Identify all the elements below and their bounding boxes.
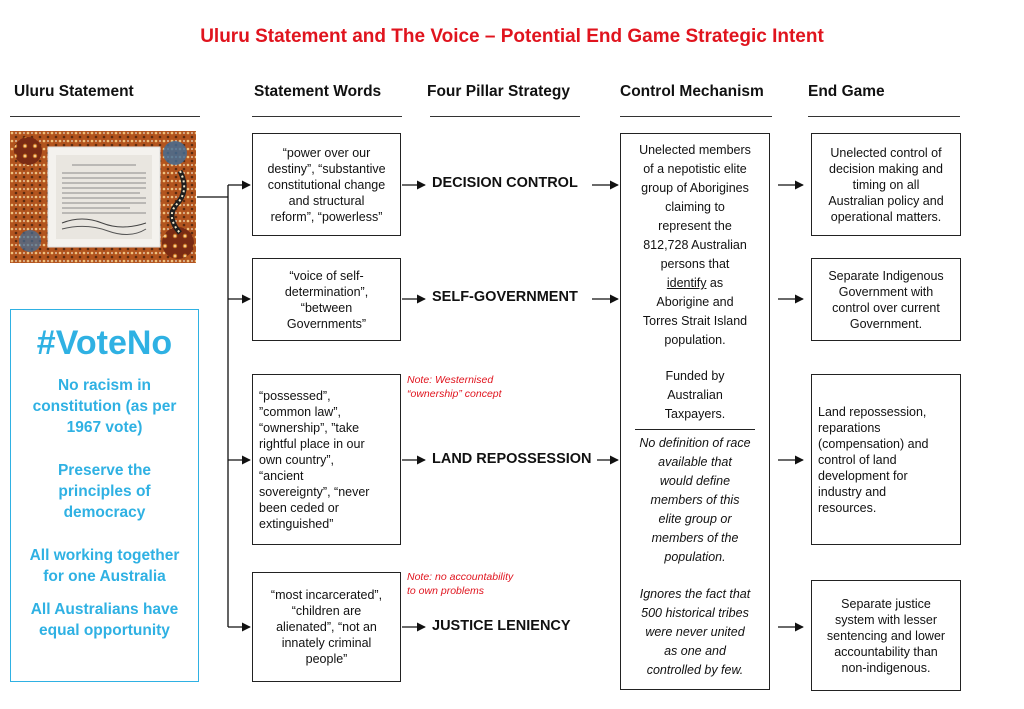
- column-header-uluru: Uluru Statement: [14, 83, 134, 100]
- vote-no-item: All Australians have equal opportunity: [30, 601, 179, 639]
- statement-words-box-justice: “most incarcerated”, “children are alienated”, “not an innately criminal people”: [252, 572, 401, 682]
- pillar-justice-leniency: JUSTICE LENIENCY: [432, 618, 571, 634]
- column-header-words: Statement Words: [254, 83, 382, 100]
- endgame-box-land: Land repossession, reparations (compensation) and control of land development for industry and resources.: [811, 374, 961, 545]
- endgame-box-justice: Separate justice system with lesser sentencing and lower accountability than non-indigenous.: [811, 580, 961, 691]
- column-header-endgame: End Game: [808, 83, 885, 100]
- vote-no-item: No racism in constitution (as per 1967 vote): [32, 377, 177, 436]
- column-header-pillar: Four Pillar Strategy: [427, 83, 570, 100]
- note-land: Note: Westernised “ownership” concept: [407, 374, 502, 400]
- statement-words-box-land: “possessed”, ”common law”, “ownership”, ”take rightful place in our own country”, “ancient sovereignty”, “never been ceded or extinguished”: [252, 374, 401, 545]
- vote-no-item: All working together for one Australia: [29, 547, 180, 585]
- control-text-members: Unelected members of a nepotistic elite group of Aborigines claiming to represent the 812,728 Australian persons that: [639, 143, 751, 271]
- control-text-definition: No definition of race available that would define members of this elite group or members of the population.: [639, 436, 751, 564]
- control-text-tribes: Ignores the fact that 500 historical tribes were never united as one and controlled by few.: [639, 587, 751, 677]
- endgame-box-self-government: Separate Indigenous Government with control over current Government.: [811, 258, 961, 341]
- control-text-population: Aborigine and Torres Strait Island population.: [642, 295, 748, 347]
- column-header-control: Control Mechanism: [620, 83, 764, 100]
- statement-words-box-decision: “power over our destiny”, “substantive constitutional change and structural reform”, “powerless”: [252, 133, 401, 236]
- control-text-funded: Funded by Australian Taxpayers.: [664, 369, 726, 421]
- statement-words-box-self-government: “voice of self- determination”, “between Governments”: [252, 258, 401, 341]
- page-title: Uluru Statement and The Voice – Potential End Game Strategic Intent: [200, 26, 824, 47]
- vote-no-item: Preserve the principles of democracy: [57, 462, 152, 521]
- vote-no-title: #VoteNo: [36, 324, 173, 362]
- pillar-decision-control: DECISION CONTROL: [432, 175, 578, 191]
- control-text-as: as: [706, 276, 724, 290]
- control-text-identify: identify: [666, 276, 707, 290]
- pillar-land-repossession: LAND REPOSSESSION: [432, 451, 592, 467]
- note-justice: Note: no accountability to own problems: [407, 571, 514, 597]
- pillar-self-government: SELF-GOVERNMENT: [432, 289, 578, 305]
- endgame-box-decision: Unelected control of decision making and timing on all Australian policy and operational matters.: [811, 133, 961, 236]
